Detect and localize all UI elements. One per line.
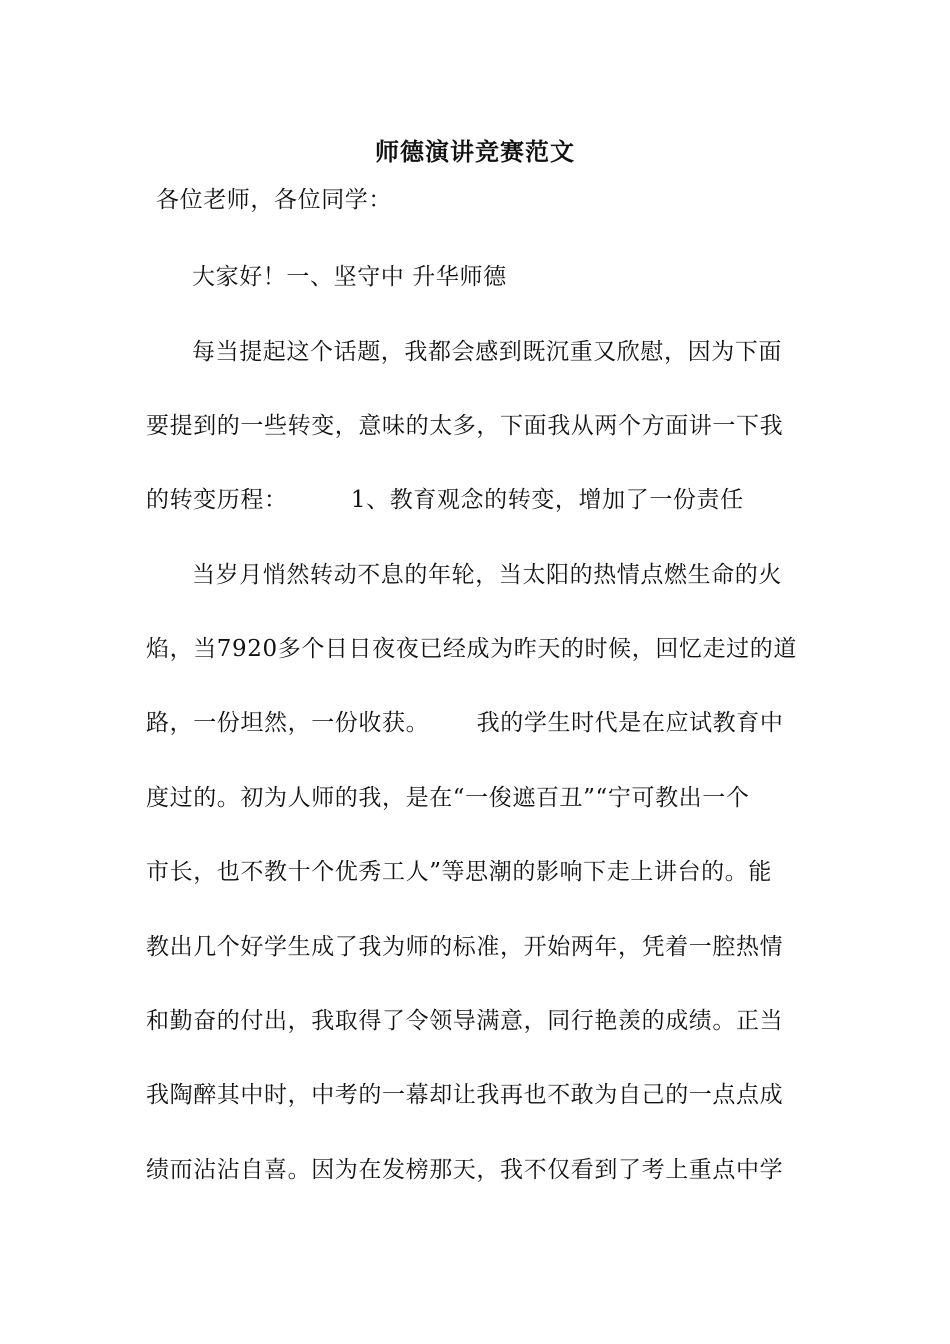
paragraph-line: 路，一份坦然，一份收获。 我的学生时代是在应试教育中 — [146, 710, 784, 736]
paragraph-line: 的转变历程： 1、教育观念的转变，增加了一份责任 — [146, 487, 744, 513]
paragraph-line: 和勤奋的付出，我取得了令领导满意，同行艳羡的成绩。正当 — [146, 1008, 784, 1034]
salutation: 各位老师，各位同学： — [156, 187, 392, 213]
paragraph-line: 每当提起这个话题，我都会感到既沉重又欣慰，因为下面 — [192, 339, 782, 365]
paragraph-line: 我陶醉其中时，中考的一幕却让我再也不敢为自己的一点点成 — [146, 1082, 784, 1108]
paragraph-line: 绩而沾沾自喜。因为在发榜那天，我不仅看到了考上重点中学 — [146, 1157, 784, 1183]
paragraph-line: 大家好！一、坚守中 升华师德 — [192, 264, 507, 290]
paragraph-line: 度过的。初为人师的我，是在“一俊遮百丑”“宁可教出一个 — [146, 785, 750, 811]
paragraph-line: 市长，也不教十个优秀工人”等思潮的影响下走上讲台的。能 — [146, 859, 772, 885]
paragraph-line: 要提到的一些转变，意味的太多，下面我从两个方面讲一下我 — [146, 413, 784, 439]
paragraph-line: 教出几个好学生成了我为师的标准，开始两年，凭着一腔热情 — [146, 934, 784, 960]
document-title: 师德演讲竞赛范文 — [375, 137, 575, 166]
paragraph-line: 焰，当7920多个日日夜夜已经成为昨天的时候，回忆走过的道 — [146, 636, 797, 662]
paragraph-line: 当岁月悄然转动不息的年轮，当太阳的热情点燃生命的火 — [192, 562, 782, 588]
